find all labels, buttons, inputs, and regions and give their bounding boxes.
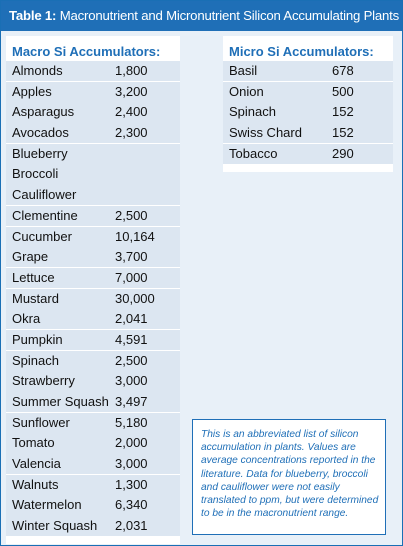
table-title-label: Table 1: xyxy=(9,8,57,23)
table-title xyxy=(1,1,402,31)
table-title-text: Macronutrient and Micronutrient Silicon Accumulating Plants xyxy=(56,8,400,23)
table-row xyxy=(6,495,180,515)
plant-name: Pumpkin xyxy=(12,331,63,347)
table-row xyxy=(6,454,180,474)
si-value: 6,340 xyxy=(115,497,148,513)
si-value: 30,000 xyxy=(115,290,155,306)
plant-name: Sunflower xyxy=(12,414,70,430)
plant-name: Tomato xyxy=(12,435,55,451)
si-value: 3,000 xyxy=(115,456,148,472)
plant-name: Walnuts xyxy=(12,476,59,492)
si-value: 2,041 xyxy=(115,311,148,327)
si-value: 678 xyxy=(332,63,354,78)
table-row xyxy=(223,123,393,143)
plant-name: Cucumber xyxy=(12,228,72,244)
table-row xyxy=(6,185,180,205)
table-row xyxy=(6,82,180,102)
plant-name: Lettuce xyxy=(12,269,55,285)
si-value: 3,200 xyxy=(115,83,148,99)
table-row xyxy=(223,144,393,164)
plant-name: Tobacco xyxy=(229,145,278,161)
plant-name: Spinach xyxy=(12,352,59,368)
plant-name: Summer Squash xyxy=(12,394,109,409)
plant-name: Winter Squash xyxy=(12,518,98,534)
table-row xyxy=(223,82,393,102)
table-row xyxy=(6,516,180,536)
plant-name: Asparagus xyxy=(12,104,75,120)
table-row xyxy=(6,247,180,267)
plant-name: Spinach xyxy=(229,104,276,120)
table-row xyxy=(6,351,180,371)
si-value: 10,164 xyxy=(115,228,155,244)
table-row xyxy=(6,413,180,433)
plant-name: Okra xyxy=(12,311,41,327)
footnote-box: This is an abbreviated list of silicon accumulation in plants. Values are average concentrations reported in the literature. Data for blueberry, broccoli and cauliflower were not easily translated to ppm, but were determined to be in the macronutrient range. xyxy=(192,419,386,535)
table-row xyxy=(6,475,180,495)
plant-name: Apples xyxy=(12,83,52,99)
plant-name: Blueberry xyxy=(12,145,68,161)
table-row xyxy=(6,371,180,391)
si-value: 290 xyxy=(332,145,354,161)
plant-name: Broccoli xyxy=(12,166,59,182)
si-value: 7,000 xyxy=(115,269,148,285)
table-row xyxy=(6,206,180,226)
si-value: 152 xyxy=(332,125,354,141)
plant-name: Valencia xyxy=(12,456,61,472)
si-value: 2,500 xyxy=(115,352,148,368)
si-value: 4,591 xyxy=(115,331,148,347)
table-row xyxy=(6,61,180,81)
si-value: 2,031 xyxy=(115,518,148,534)
plant-name: Basil xyxy=(229,63,258,78)
si-value: 500 xyxy=(332,83,354,99)
plant-name: Clementine xyxy=(12,207,78,223)
plant-name: Watermelon xyxy=(12,497,82,513)
micro-heading: Micro Si Accumulators: xyxy=(229,44,374,59)
plant-name: Swiss Chard xyxy=(229,125,302,141)
table-row xyxy=(223,102,393,122)
si-value: 1,300 xyxy=(115,476,148,492)
macro-rows xyxy=(6,61,180,537)
plant-name: Avocados xyxy=(12,125,69,141)
table-row xyxy=(223,61,393,81)
macro-panel xyxy=(6,36,180,544)
table-row xyxy=(6,392,180,412)
plant-name: Strawberry xyxy=(12,373,75,389)
si-value: 3,700 xyxy=(115,249,148,265)
si-value: 152 xyxy=(332,104,354,120)
micro-panel xyxy=(223,36,393,172)
plant-name: Grape xyxy=(12,249,49,265)
table-row xyxy=(6,289,180,309)
plant-name: Mustard xyxy=(12,290,59,306)
table-row xyxy=(6,309,180,329)
table-row xyxy=(6,330,180,350)
table-row xyxy=(6,123,180,143)
plant-name: Onion xyxy=(229,83,264,99)
si-value: 3,497 xyxy=(115,394,148,409)
table-row xyxy=(6,164,180,184)
table-row xyxy=(6,102,180,122)
table-row xyxy=(6,433,180,453)
table-row xyxy=(6,268,180,288)
plant-name: Almonds xyxy=(12,63,63,78)
si-value: 3,000 xyxy=(115,373,148,389)
table-row xyxy=(6,227,180,247)
si-value: 5,180 xyxy=(115,414,148,430)
si-value: 2,300 xyxy=(115,125,148,141)
macro-heading: Macro Si Accumulators: xyxy=(12,44,161,59)
si-value: 2,400 xyxy=(115,104,148,120)
si-value: 2,500 xyxy=(115,207,148,223)
si-value: 1,800 xyxy=(115,63,148,78)
micro-rows xyxy=(223,61,393,164)
si-value: 2,000 xyxy=(115,435,148,451)
plant-name: Cauliflower xyxy=(12,187,77,203)
table-row xyxy=(6,144,180,164)
